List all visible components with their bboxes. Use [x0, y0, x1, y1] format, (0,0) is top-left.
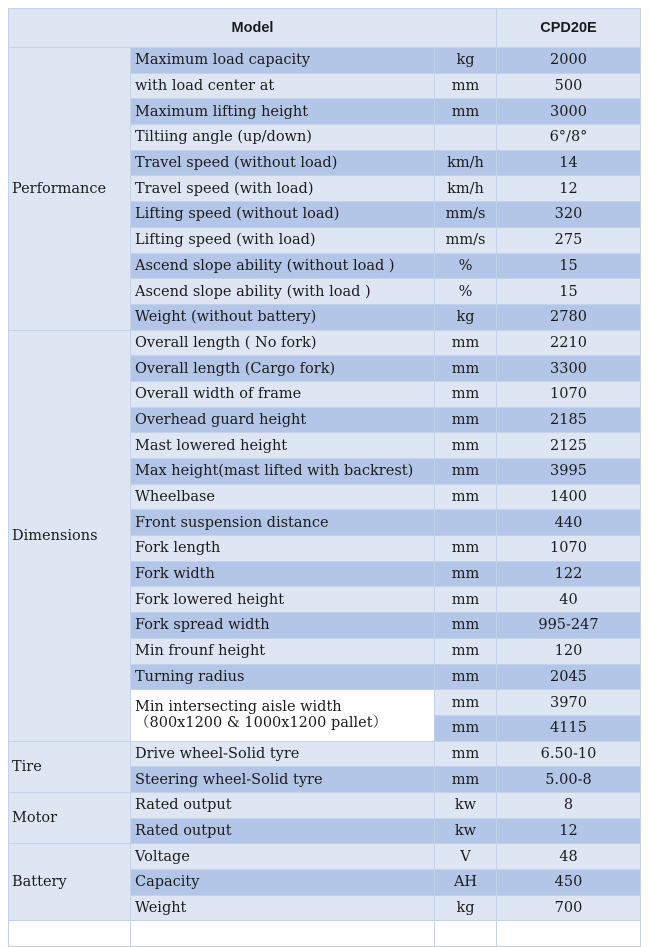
item-name: Lifting speed (with load) — [131, 227, 435, 253]
spec-row — [9, 48, 641, 74]
item-name: Fork spread width — [131, 613, 435, 639]
empty-cell — [497, 921, 641, 947]
model-value: CPD20E — [497, 9, 641, 48]
item-unit: kg — [435, 895, 497, 921]
item-unit — [435, 125, 497, 151]
spec-row — [9, 330, 641, 356]
group-label: Tire — [9, 741, 131, 792]
model-label: Model — [9, 9, 497, 48]
item-name: Front suspension distance — [131, 510, 435, 536]
item-name: Drive wheel-Solid tyre — [131, 741, 435, 767]
item-unit: kw — [435, 792, 497, 818]
item-unit: mm — [435, 715, 497, 741]
item-unit: mm — [435, 381, 497, 407]
item-name: Overall length (Cargo fork) — [131, 356, 435, 382]
item-value: 48 — [497, 844, 641, 870]
item-value: 14 — [497, 150, 641, 176]
item-value: 122 — [497, 561, 641, 587]
item-value: 1070 — [497, 536, 641, 562]
item-unit: mm — [435, 330, 497, 356]
item-name: Fork length — [131, 536, 435, 562]
group-label: Dimensions — [9, 330, 131, 741]
spec-body — [9, 48, 641, 947]
item-unit: mm — [435, 767, 497, 793]
item-name: Overall width of frame — [131, 381, 435, 407]
item-value: 3300 — [497, 356, 641, 382]
item-name: Weight (without battery) — [131, 304, 435, 330]
item-name: Ascend slope ability (without load ) — [131, 253, 435, 279]
item-unit: km/h — [435, 176, 497, 202]
item-name: Fork width — [131, 561, 435, 587]
item-value: 995-247 — [497, 613, 641, 639]
item-name: Rated output — [131, 792, 435, 818]
item-value: 15 — [497, 279, 641, 305]
item-name: Overhead guard height — [131, 407, 435, 433]
item-name: Travel speed (with load) — [131, 176, 435, 202]
item-value: 1070 — [497, 381, 641, 407]
item-name: Overall length ( No fork) — [131, 330, 435, 356]
item-unit: mm — [435, 73, 497, 99]
item-name-line2: （800x1200 & 1000x1200 pallet） — [135, 715, 388, 732]
item-value: 12 — [497, 818, 641, 844]
item-name-multiline — [131, 690, 435, 741]
item-value: 440 — [497, 510, 641, 536]
item-unit: mm — [435, 407, 497, 433]
item-value: 320 — [497, 202, 641, 228]
item-name: Fork lowered height — [131, 587, 435, 613]
header-row — [9, 9, 641, 48]
item-value: 6.50-10 — [497, 741, 641, 767]
item-name: with load center at — [131, 73, 435, 99]
item-unit: mm — [435, 536, 497, 562]
item-name: Maximum lifting height — [131, 99, 435, 125]
item-value: 700 — [497, 895, 641, 921]
empty-row — [9, 921, 641, 947]
item-value: 8 — [497, 792, 641, 818]
item-name: Min frounf height — [131, 638, 435, 664]
item-value: 1400 — [497, 484, 641, 510]
item-unit: mm — [435, 99, 497, 125]
item-unit: mm/s — [435, 227, 497, 253]
item-name: Wheelbase — [131, 484, 435, 510]
item-value: 2780 — [497, 304, 641, 330]
item-name: Lifting speed (without load) — [131, 202, 435, 228]
item-unit: mm — [435, 690, 497, 716]
group-label: Performance — [9, 48, 131, 331]
item-unit: mm — [435, 459, 497, 485]
item-unit — [435, 510, 497, 536]
spec-table — [8, 8, 641, 947]
spec-row — [9, 792, 641, 818]
item-value: 500 — [497, 73, 641, 99]
item-value: 120 — [497, 638, 641, 664]
item-value: 275 — [497, 227, 641, 253]
item-name: Voltage — [131, 844, 435, 870]
empty-cell — [9, 921, 131, 947]
item-unit: kw — [435, 818, 497, 844]
item-name: Travel speed (without load) — [131, 150, 435, 176]
item-value: 15 — [497, 253, 641, 279]
item-unit: km/h — [435, 150, 497, 176]
item-name: Ascend slope ability (with load ) — [131, 279, 435, 305]
item-unit: % — [435, 253, 497, 279]
item-name: Turning radius — [131, 664, 435, 690]
item-name: Weight — [131, 895, 435, 921]
item-value: 450 — [497, 870, 641, 896]
item-unit: kg — [435, 304, 497, 330]
item-name: Mast lowered height — [131, 433, 435, 459]
spec-row — [9, 741, 641, 767]
item-unit: mm — [435, 613, 497, 639]
item-unit: mm/s — [435, 202, 497, 228]
item-unit: mm — [435, 356, 497, 382]
item-value: 6°/8° — [497, 125, 641, 151]
item-name: Tiltiing angle (up/down) — [131, 125, 435, 151]
group-label: Motor — [9, 792, 131, 843]
item-unit: kg — [435, 48, 497, 74]
item-name: Capacity — [131, 870, 435, 896]
item-name: Maximum load capacity — [131, 48, 435, 74]
group-label: Battery — [9, 844, 131, 921]
item-value: 40 — [497, 587, 641, 613]
item-unit: V — [435, 844, 497, 870]
item-value: 2210 — [497, 330, 641, 356]
item-value: 2045 — [497, 664, 641, 690]
item-unit: mm — [435, 484, 497, 510]
item-value: 5.00-8 — [497, 767, 641, 793]
item-name: Steering wheel-Solid tyre — [131, 767, 435, 793]
item-unit: mm — [435, 638, 497, 664]
item-unit: mm — [435, 664, 497, 690]
item-value: 3970 — [497, 690, 641, 716]
item-name-line1: Min intersecting aisle width — [135, 699, 342, 716]
item-value: 12 — [497, 176, 641, 202]
item-unit: % — [435, 279, 497, 305]
item-name: Rated output — [131, 818, 435, 844]
item-unit: AH — [435, 870, 497, 896]
item-unit: mm — [435, 433, 497, 459]
item-value: 2125 — [497, 433, 641, 459]
spec-row — [9, 844, 641, 870]
item-unit: mm — [435, 587, 497, 613]
item-value: 2185 — [497, 407, 641, 433]
empty-cell — [435, 921, 497, 947]
item-value: 4115 — [497, 715, 641, 741]
item-value: 3995 — [497, 459, 641, 485]
empty-cell — [131, 921, 435, 947]
item-unit: mm — [435, 561, 497, 587]
item-unit: mm — [435, 741, 497, 767]
item-value: 3000 — [497, 99, 641, 125]
item-value: 2000 — [497, 48, 641, 74]
item-name: Max height(mast lifted with backrest) — [131, 459, 435, 485]
